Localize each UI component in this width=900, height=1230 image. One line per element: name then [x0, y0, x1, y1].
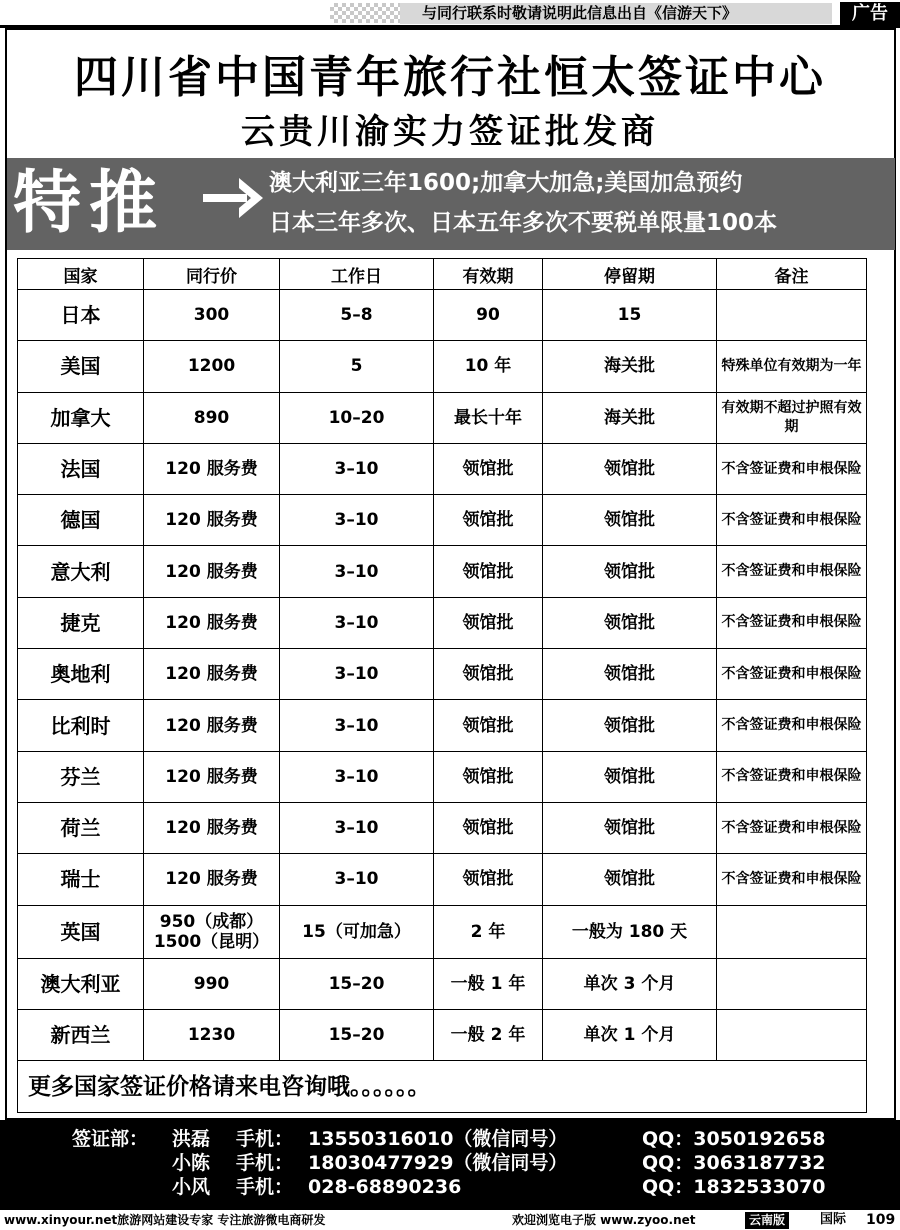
workdays-cell: 3–10 [280, 854, 434, 905]
footer-right-text: 欢迎浏览电子版 www.zyoo.net [512, 1213, 696, 1227]
page-subtitle: 云贵川渝实力签证批发商 [241, 112, 659, 152]
validity-cell: 一般 1 年 [434, 958, 543, 1009]
validity-cell: 领馆批 [434, 443, 543, 494]
table-header-row [18, 259, 867, 290]
table-row [18, 495, 867, 546]
note-cell: 有效期不超过护照有效期 [717, 392, 867, 443]
arrow-right-icon [203, 174, 263, 222]
country-cell: 奥地利 [18, 649, 144, 700]
country-cell: 美国 [18, 341, 144, 392]
stay-cell: 单次 1 个月 [543, 1009, 717, 1060]
price-cell: 1230 [144, 1009, 280, 1060]
country-cell: 捷克 [18, 597, 144, 648]
note-cell: 不含签证费和申根保险 [717, 546, 867, 597]
contact-phone: 13550316010（微信同号） [308, 1128, 568, 1150]
stay-cell: 15 [543, 290, 717, 341]
edition-badge: 云南版 [745, 1212, 789, 1229]
more-info-text: 更多国家签证价格请来电咨询哦。。。。。。 [18, 1061, 867, 1113]
note-cell: 不含签证费和申根保险 [717, 854, 867, 905]
workdays-cell: 3–10 [280, 546, 434, 597]
validity-cell: 90 [434, 290, 543, 341]
stay-cell: 单次 3 个月 [543, 958, 717, 1009]
page-title: 四川省中国青年旅行社恒太签证中心 [74, 52, 826, 103]
contact-qq: QQ：3063187732 [642, 1152, 826, 1174]
header-days: 工作日 [280, 259, 434, 290]
ad-tag: 广告 [840, 2, 900, 26]
table-row [18, 597, 867, 648]
note-cell [717, 958, 867, 1009]
workdays-cell: 5 [280, 341, 434, 392]
header-country: 国家 [18, 259, 144, 290]
stay-cell: 领馆批 [543, 751, 717, 802]
promo-line-1: 澳大利亚三年1600;加拿大加急;美国加急预约 [269, 170, 743, 196]
header-strip [0, 0, 900, 28]
country-cell: 法国 [18, 443, 144, 494]
note-cell: 特殊单位有效期为一年 [717, 341, 867, 392]
country-cell: 意大利 [18, 546, 144, 597]
table-row [18, 958, 867, 1009]
price-cell: 120 服务费 [144, 700, 280, 751]
header-notice: 与同行联系时敬请说明此信息出自《信游天下》 [400, 3, 832, 24]
header-stay: 停留期 [543, 259, 717, 290]
price-cell: 950（成都）1500（昆明） [144, 905, 280, 958]
price-cell: 120 服务费 [144, 495, 280, 546]
validity-cell: 领馆批 [434, 597, 543, 648]
contact-name: 小风 [172, 1176, 211, 1198]
header-note: 备注 [717, 259, 867, 290]
contact-name: 洪磊 [172, 1128, 211, 1150]
contact-qq: QQ：1832533070 [642, 1176, 826, 1198]
contact-dept: 签证部： [72, 1128, 149, 1150]
workdays-cell: 3–10 [280, 495, 434, 546]
stay-cell: 领馆批 [543, 597, 717, 648]
country-cell: 日本 [18, 290, 144, 341]
validity-cell: 领馆批 [434, 802, 543, 853]
workdays-cell: 3–10 [280, 649, 434, 700]
note-cell: 不含签证费和申根保险 [717, 597, 867, 648]
validity-cell: 领馆批 [434, 700, 543, 751]
price-cell: 120 服务费 [144, 751, 280, 802]
price-cell: 120 服务费 [144, 597, 280, 648]
validity-cell: 领馆批 [434, 751, 543, 802]
stay-cell: 海关批 [543, 392, 717, 443]
workdays-cell: 15（可加急） [280, 905, 434, 958]
table-row [18, 649, 867, 700]
price-cell: 300 [144, 290, 280, 341]
note-cell: 不含签证费和申根保险 [717, 700, 867, 751]
price-cell: 120 服务费 [144, 443, 280, 494]
validity-cell: 最长十年 [434, 392, 543, 443]
stay-cell: 领馆批 [543, 495, 717, 546]
price-cell: 120 服务费 [144, 649, 280, 700]
workdays-cell: 5–8 [280, 290, 434, 341]
note-cell: 不含签证费和申根保险 [717, 649, 867, 700]
note-cell: 不含签证费和申根保险 [717, 495, 867, 546]
contact-phone-label: 手机： [236, 1152, 294, 1174]
validity-cell: 领馆批 [434, 854, 543, 905]
validity-cell: 领馆批 [434, 546, 543, 597]
workdays-cell: 3–10 [280, 802, 434, 853]
promo-band [7, 158, 895, 250]
workdays-cell: 3–10 [280, 443, 434, 494]
note-cell [717, 1009, 867, 1060]
workdays-cell: 10–20 [280, 392, 434, 443]
note-cell: 不含签证费和申根保险 [717, 802, 867, 853]
stay-cell: 领馆批 [543, 700, 717, 751]
table-row [18, 854, 867, 905]
footer-left-text: www.xinyour.net旅游网站建设专家 专注旅游微电商研发 [4, 1213, 326, 1227]
validity-cell: 10 年 [434, 341, 543, 392]
country-cell: 加拿大 [18, 392, 144, 443]
table-row [18, 802, 867, 853]
price-cell: 1200 [144, 341, 280, 392]
validity-cell: 一般 2 年 [434, 1009, 543, 1060]
note-cell [717, 905, 867, 958]
page-footer [0, 1210, 900, 1230]
table-row [18, 1009, 867, 1060]
validity-cell: 2 年 [434, 905, 543, 958]
validity-cell: 领馆批 [434, 495, 543, 546]
table-row [18, 700, 867, 751]
stay-cell: 领馆批 [543, 854, 717, 905]
contact-phone-label: 手机： [236, 1128, 294, 1150]
contact-band [0, 1120, 900, 1210]
workdays-cell: 3–10 [280, 700, 434, 751]
note-cell [717, 290, 867, 341]
table-row [18, 341, 867, 392]
contact-phone: 028-68890236 [308, 1176, 462, 1198]
stay-cell: 领馆批 [543, 443, 717, 494]
price-cell: 120 服务费 [144, 854, 280, 905]
country-cell: 瑞士 [18, 854, 144, 905]
workdays-cell: 15–20 [280, 958, 434, 1009]
stay-cell: 海关批 [543, 341, 717, 392]
price-cell: 120 服务费 [144, 546, 280, 597]
contact-phone: 18030477929（微信同号） [308, 1152, 568, 1174]
contact-name: 小陈 [172, 1152, 211, 1174]
table-row [18, 546, 867, 597]
country-cell: 比利时 [18, 700, 144, 751]
price-cell: 890 [144, 392, 280, 443]
note-cell: 不含签证费和申根保险 [717, 751, 867, 802]
country-cell: 新西兰 [18, 1009, 144, 1060]
page-number: 109 [866, 1212, 896, 1228]
table-row [18, 290, 867, 341]
country-cell: 德国 [18, 495, 144, 546]
contact-phone-label: 手机： [236, 1176, 294, 1198]
workdays-cell: 3–10 [280, 597, 434, 648]
table-row [18, 443, 867, 494]
promo-line-2: 日本三年多次、日本五年多次不要税单限量100本 [269, 210, 778, 236]
header-validity: 有效期 [434, 259, 543, 290]
more-info-row [18, 1061, 867, 1113]
table-row [18, 392, 867, 443]
workdays-cell: 3–10 [280, 751, 434, 802]
price-cell: 120 服务费 [144, 802, 280, 853]
header-price: 同行价 [144, 259, 280, 290]
visa-price-table [17, 258, 867, 1113]
section-label: 国际 [820, 1212, 847, 1227]
country-cell: 荷兰 [18, 802, 144, 853]
table-row [18, 751, 867, 802]
contact-qq: QQ：3050192658 [642, 1128, 826, 1150]
stay-cell: 领馆批 [543, 802, 717, 853]
validity-cell: 领馆批 [434, 649, 543, 700]
note-cell: 不含签证费和申根保险 [717, 443, 867, 494]
stay-cell: 一般为 180 天 [543, 905, 717, 958]
table-row [18, 905, 867, 958]
country-cell: 芬兰 [18, 751, 144, 802]
promo-label: 特推 [13, 164, 166, 243]
workdays-cell: 15–20 [280, 1009, 434, 1060]
price-cell: 990 [144, 958, 280, 1009]
stay-cell: 领馆批 [543, 546, 717, 597]
country-cell: 英国 [18, 905, 144, 958]
stay-cell: 领馆批 [543, 649, 717, 700]
country-cell: 澳大利亚 [18, 958, 144, 1009]
